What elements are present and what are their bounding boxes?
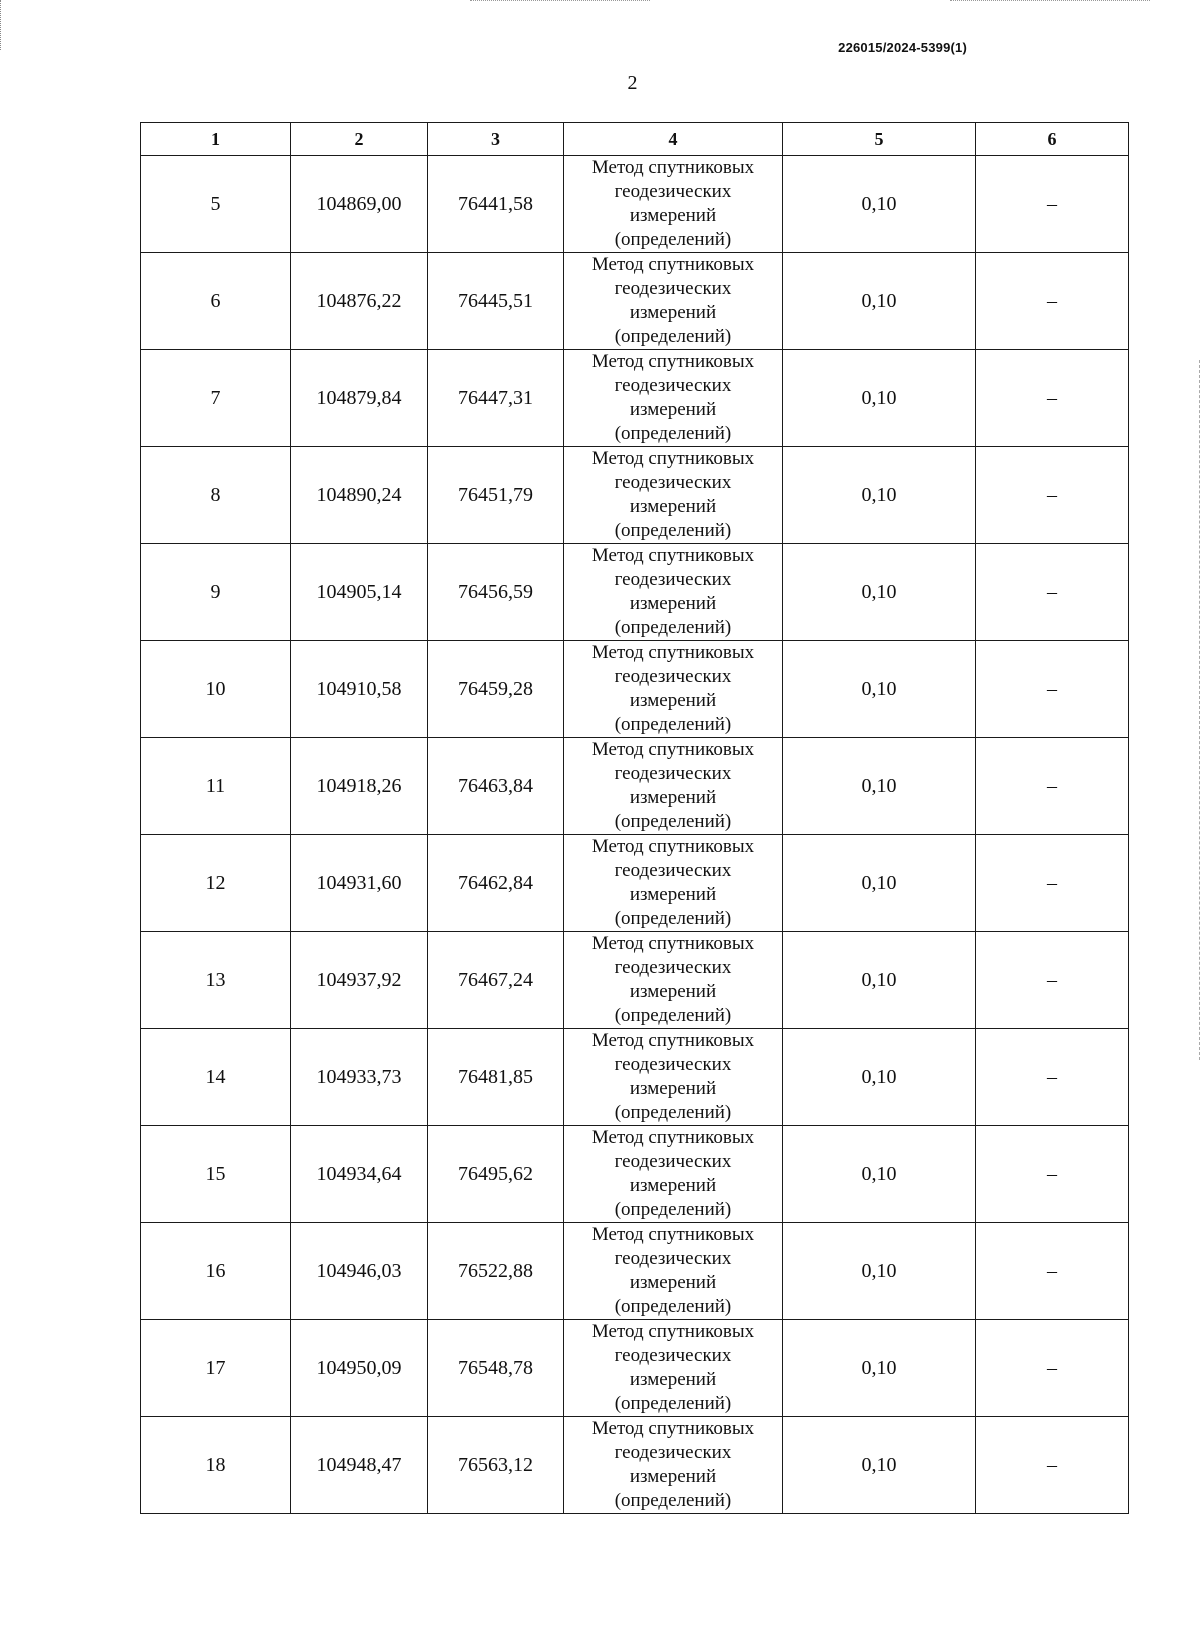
point-number-cell: 9 (141, 544, 291, 641)
coordinates-table (140, 122, 1129, 1514)
method-line: геодезических (614, 666, 732, 687)
point-number-cell: 11 (141, 738, 291, 835)
method-line: геодезических (614, 181, 732, 202)
table-row (141, 738, 1129, 835)
point-number-cell: 15 (141, 1126, 291, 1223)
method-cell (564, 641, 783, 738)
method-line: (определений) (614, 520, 732, 541)
note-cell: – (976, 835, 1129, 932)
accuracy-cell: 0,10 (783, 835, 976, 932)
accuracy-cell: 0,10 (783, 1223, 976, 1320)
method-cell (564, 1029, 783, 1126)
method-line: Метод спутниковых (591, 836, 755, 857)
method-line: геодезических (614, 375, 732, 396)
method-cell (564, 156, 783, 253)
x-coordinate-cell: 104933,73 (291, 1029, 428, 1126)
table-row (141, 835, 1129, 932)
accuracy-cell: 0,10 (783, 1126, 976, 1223)
note-cell: – (976, 253, 1129, 350)
table-row (141, 544, 1129, 641)
note-cell: – (976, 738, 1129, 835)
method-line: геодезических (614, 860, 732, 881)
y-coordinate-cell: 76462,84 (428, 835, 564, 932)
method-line: Метод спутниковых (591, 448, 755, 469)
method-line: Метод спутниковых (591, 1224, 755, 1245)
method-cell (564, 1126, 783, 1223)
note-cell: – (976, 932, 1129, 1029)
accuracy-cell: 0,10 (783, 350, 976, 447)
x-coordinate-cell: 104948,47 (291, 1417, 428, 1514)
note-cell: – (976, 544, 1129, 641)
method-cell (564, 447, 783, 544)
y-coordinate-cell: 76548,78 (428, 1320, 564, 1417)
table-row (141, 641, 1129, 738)
method-line: измерений (629, 981, 717, 1002)
table-row (141, 447, 1129, 544)
point-number-cell: 18 (141, 1417, 291, 1514)
method-line: измерений (629, 1272, 717, 1293)
method-line: Метод спутниковых (591, 254, 755, 275)
point-number-cell: 5 (141, 156, 291, 253)
method-cell (564, 835, 783, 932)
method-line: геодезических (614, 1248, 732, 1269)
accuracy-cell: 0,10 (783, 641, 976, 738)
x-coordinate-cell: 104946,03 (291, 1223, 428, 1320)
point-number-cell: 17 (141, 1320, 291, 1417)
scan-artifact-left (0, 0, 3, 50)
y-coordinate-cell: 76522,88 (428, 1223, 564, 1320)
method-line: (определений) (614, 423, 732, 444)
header-cell: 4 (564, 123, 783, 156)
method-line: (определений) (614, 1393, 732, 1414)
method-line: (определений) (614, 617, 732, 638)
header-cell: 5 (783, 123, 976, 156)
method-line: измерений (629, 884, 717, 905)
method-line: измерений (629, 399, 717, 420)
x-coordinate-cell: 104879,84 (291, 350, 428, 447)
accuracy-cell: 0,10 (783, 1417, 976, 1514)
x-coordinate-cell: 104905,14 (291, 544, 428, 641)
note-cell: – (976, 1126, 1129, 1223)
table-row (141, 932, 1129, 1029)
method-line: (определений) (614, 1005, 732, 1026)
method-line: Метод спутниковых (591, 1030, 755, 1051)
scan-artifact-top (470, 0, 650, 3)
header-cell: 2 (291, 123, 428, 156)
scan-artifact-top-right (950, 0, 1150, 3)
y-coordinate-cell: 76467,24 (428, 932, 564, 1029)
method-line: геодезических (614, 1345, 732, 1366)
table-row (141, 1029, 1129, 1126)
method-line: (определений) (614, 1490, 732, 1511)
y-coordinate-cell: 76495,62 (428, 1126, 564, 1223)
header-cell: 6 (976, 123, 1129, 156)
method-cell (564, 1320, 783, 1417)
point-number-cell: 12 (141, 835, 291, 932)
method-line: (определений) (614, 1102, 732, 1123)
point-number-cell: 8 (141, 447, 291, 544)
accuracy-cell: 0,10 (783, 932, 976, 1029)
method-line: Метод спутниковых (591, 1418, 755, 1439)
method-line: (определений) (614, 326, 732, 347)
point-number-cell: 13 (141, 932, 291, 1029)
method-line: Метод спутниковых (591, 933, 755, 954)
point-number-cell: 10 (141, 641, 291, 738)
note-cell: – (976, 1029, 1129, 1126)
x-coordinate-cell: 104931,60 (291, 835, 428, 932)
method-cell (564, 1417, 783, 1514)
table-body (141, 156, 1129, 1514)
point-number-cell: 14 (141, 1029, 291, 1126)
y-coordinate-cell: 76459,28 (428, 641, 564, 738)
method-line: измерений (629, 302, 717, 323)
method-line: измерений (629, 690, 717, 711)
y-coordinate-cell: 76441,58 (428, 156, 564, 253)
method-line: измерений (629, 205, 717, 226)
accuracy-cell: 0,10 (783, 1320, 976, 1417)
x-coordinate-cell: 104890,24 (291, 447, 428, 544)
x-coordinate-cell: 104950,09 (291, 1320, 428, 1417)
note-cell: – (976, 350, 1129, 447)
method-line: (определений) (614, 1199, 732, 1220)
table-row (141, 1417, 1129, 1514)
accuracy-cell: 0,10 (783, 447, 976, 544)
method-line: (определений) (614, 229, 732, 250)
table-row (141, 1126, 1129, 1223)
y-coordinate-cell: 76563,12 (428, 1417, 564, 1514)
accuracy-cell: 0,10 (783, 1029, 976, 1126)
point-number-cell: 6 (141, 253, 291, 350)
method-line: измерений (629, 1466, 717, 1487)
table-row (141, 156, 1129, 253)
table-row (141, 1320, 1129, 1417)
y-coordinate-cell: 76463,84 (428, 738, 564, 835)
header-cell: 3 (428, 123, 564, 156)
method-line: Метод спутниковых (591, 1127, 755, 1148)
note-cell: – (976, 1417, 1129, 1514)
note-cell: – (976, 1320, 1129, 1417)
table-row (141, 253, 1129, 350)
accuracy-cell: 0,10 (783, 738, 976, 835)
method-line: геодезических (614, 1151, 732, 1172)
note-cell: – (976, 641, 1129, 738)
point-number-cell: 16 (141, 1223, 291, 1320)
method-line: геодезических (614, 1442, 732, 1463)
note-cell: – (976, 156, 1129, 253)
method-line: (определений) (614, 1296, 732, 1317)
method-line: геодезических (614, 1054, 732, 1075)
method-cell (564, 253, 783, 350)
method-line: Метод спутниковых (591, 157, 755, 178)
method-line: (определений) (614, 811, 732, 832)
method-cell (564, 350, 783, 447)
method-line: Метод спутниковых (591, 545, 755, 566)
x-coordinate-cell: 104876,22 (291, 253, 428, 350)
x-coordinate-cell: 104934,64 (291, 1126, 428, 1223)
y-coordinate-cell: 76451,79 (428, 447, 564, 544)
method-line: геодезических (614, 763, 732, 784)
table-row (141, 350, 1129, 447)
method-line: измерений (629, 496, 717, 517)
y-coordinate-cell: 76445,51 (428, 253, 564, 350)
method-line: измерений (629, 593, 717, 614)
x-coordinate-cell: 104918,26 (291, 738, 428, 835)
table-row (141, 1223, 1129, 1320)
method-cell (564, 1223, 783, 1320)
accuracy-cell: 0,10 (783, 156, 976, 253)
y-coordinate-cell: 76447,31 (428, 350, 564, 447)
method-line: Метод спутниковых (591, 739, 755, 760)
y-coordinate-cell: 76456,59 (428, 544, 564, 641)
method-line: (определений) (614, 714, 732, 735)
method-line: геодезических (614, 472, 732, 493)
method-cell (564, 544, 783, 641)
note-cell: – (976, 1223, 1129, 1320)
accuracy-cell: 0,10 (783, 253, 976, 350)
method-line: измерений (629, 1369, 717, 1390)
point-number-cell: 7 (141, 350, 291, 447)
document-registration-number: 226015/2024-5399(1) (838, 40, 967, 55)
method-cell (564, 738, 783, 835)
method-line: (определений) (614, 908, 732, 929)
x-coordinate-cell: 104910,58 (291, 641, 428, 738)
note-cell: – (976, 447, 1129, 544)
method-cell (564, 932, 783, 1029)
x-coordinate-cell: 104937,92 (291, 932, 428, 1029)
accuracy-cell: 0,10 (783, 544, 976, 641)
y-coordinate-cell: 76481,85 (428, 1029, 564, 1126)
method-line: геодезических (614, 957, 732, 978)
table-header-row (141, 123, 1129, 156)
method-line: Метод спутниковых (591, 642, 755, 663)
method-line: измерений (629, 787, 717, 808)
x-coordinate-cell: 104869,00 (291, 156, 428, 253)
method-line: измерений (629, 1078, 717, 1099)
header-cell: 1 (141, 123, 291, 156)
method-line: Метод спутниковых (591, 351, 755, 372)
method-line: Метод спутниковых (591, 1321, 755, 1342)
method-line: геодезических (614, 569, 732, 590)
method-line: геодезических (614, 278, 732, 299)
page-number: 2 (627, 72, 638, 94)
method-line: измерений (629, 1175, 717, 1196)
